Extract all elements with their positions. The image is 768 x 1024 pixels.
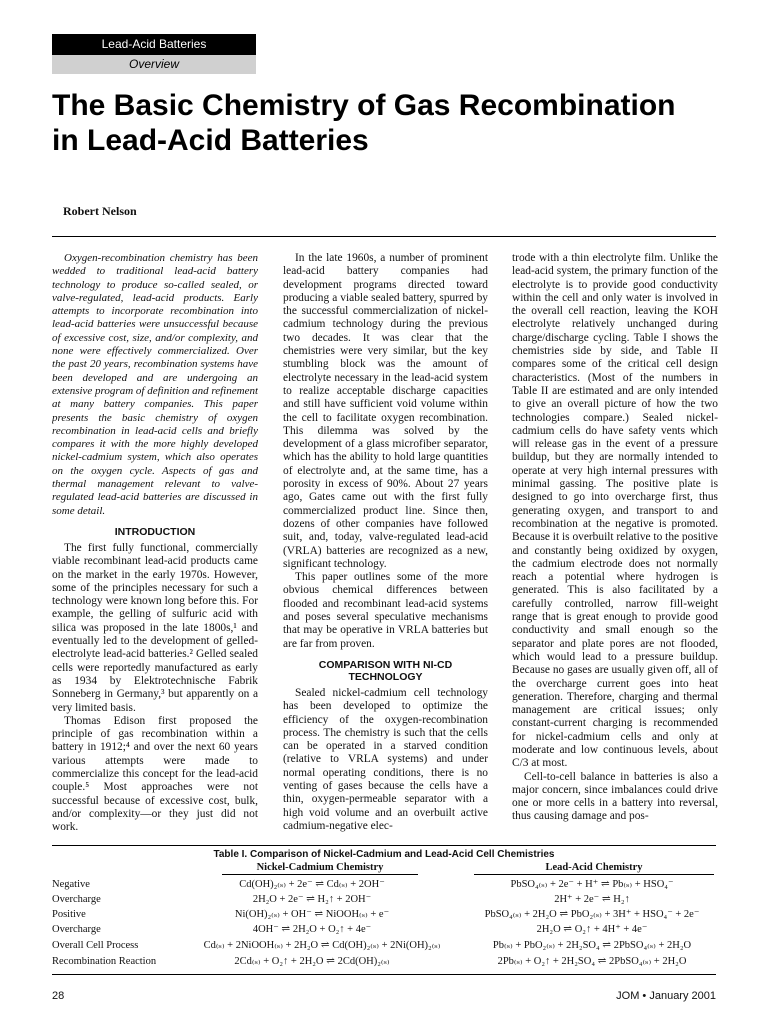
lead-acid-equation: 2Pb₍ₛ₎ + O₂↑ + 2H₂SO₄ ⇌ 2PbSO₄₍ₛ₎ + 2H₂O	[497, 956, 687, 967]
lead-acid-equation: Pb₍ₛ₎ + PbO₂₍ₛ₎ + 2H₂SO₄ ⇌ 2PbSO₄₍ₛ₎ + 2H₂O	[492, 940, 692, 951]
lead-acid-equation: 2H₂O ⇌ O₂↑ + 4H⁺ + 4e⁻	[536, 924, 648, 935]
category-header: Overview	[52, 55, 256, 74]
table-row	[52, 877, 716, 892]
nicd-equation: Cd₍ₛ₎ + 2NiOOH₍ₛ₎ + 2H₂O ⇌ Cd(OH)₂₍ₛ₎ + 2Ni(OH)₂₍ₛ₎	[203, 940, 441, 951]
lead-acid-equation: PbSO₄₍ₛ₎ + 2e⁻ + H⁺ ⇌ Pb₍ₛ₎ + HSO₄⁻	[510, 879, 674, 890]
journal-citation: JOM • January 2001	[616, 990, 716, 1002]
table-row	[52, 938, 716, 953]
lead-acid-equation: 2H⁺ + 2e⁻ ⇌ H₂↑	[554, 894, 630, 905]
row-label: Overcharge	[52, 924, 101, 935]
column-2	[283, 252, 488, 842]
paragraph: Cell-to-cell balance in batteries is also a major concern, since imbalances could drive one or more cells in a battery into reversal, thus causing damage and pos-	[512, 770, 718, 823]
row-label: Positive	[52, 909, 86, 920]
author-name: Robert Nelson	[63, 204, 137, 218]
abstract: Oxygen-recombination chemistry has been wedded to traditional lead-acid battery technology to produce so-called sealed, or valve-regulated, lead-acid products. Early attempts to incorporate recombination into lead-acid batteries were unsuccessful because of excessive cost, size, and/or complexity, and none were effectively commercialized. Over the past 20 years, recombination systems have been developed and are undergoing an extensive program of definition and refinement at many battery companies. This paper presents the basic chemistry of oxygen recombination in lead-acid cells and briefly compares it with the more highly developed nickel-cadmium system, which also operates on the oxygen cycle. Aspects of gas and thermal management relevant to valve-regulated lead-acid batteries are discussed in some detail.	[52, 252, 258, 517]
table-bottom-rule	[52, 974, 716, 975]
paragraph: Thomas Edison first proposed the principle of gas recombination within a battery in 1912;⁴ and over the next 60 years various attempts were made to commercialize this concept for the lead-acid couple.⁵ Most approaches were not successful because of excessive cost, bulk, and/or complexity—or they just did not work.	[52, 714, 258, 834]
column-1	[52, 252, 258, 842]
table-row	[52, 892, 716, 907]
row-label: Recombination Reaction	[52, 956, 157, 967]
top-rule	[52, 236, 716, 237]
page-number: 28	[52, 990, 65, 1002]
row-label: Overcharge	[52, 894, 101, 905]
paragraph: The first fully functional, commercially viable recombinant lead-acid products came on the market in the early 1970s. However, some of the principles necessary for such a technology were known long before this. For example, the gelling of sulfuric acid with silica was proposed in the late 1800s,¹ and eventually led to the development of gelled-electrolyte lead-acid batteries.² Gelled sealed cells were reportedly manufactured as early as 1934 by Elektrotechnische Fabrik Sonneberg in Germany,³ but apparently on a very limited basis.	[52, 541, 258, 714]
table-header-nickel-cadmium: Nickel-Cadmium Chemistry	[222, 862, 418, 875]
nicd-equation: 2Cd₍ₛ₎ + O₂↑ + 2H₂O ⇌ 2Cd(OH)₂₍ₛ₎	[234, 956, 390, 967]
paragraph: Sealed nickel-cadmium cell technology has been developed to optimize the efficiency of the oxygen-recombination process. The chemistry is such that the cells can be operated in a starved condition (relative to VRLA systems) and under normal operating conditions, there is no venting of gases because the cells have a thin, oxygen-permeable separator with a high void volume and an overbuilt active cadmium-negative elec-	[283, 686, 488, 832]
table-row	[52, 907, 716, 922]
table-row	[52, 954, 716, 969]
table-caption: Table I. Comparison of Nickel-Cadmium and Lead-Acid Cell Chemistries	[213, 849, 555, 860]
heading-introduction: INTRODUCTION	[114, 525, 196, 538]
row-label: Overall Cell Process	[52, 940, 139, 951]
section-header: Lead-Acid Batteries	[52, 34, 256, 55]
heading-comparison: COMPARISON WITH NI-CD TECHNOLOGY	[318, 658, 453, 683]
article-title: The Basic Chemistry of Gas Recombination in Lead-Acid Batteries	[52, 89, 676, 157]
table-row	[52, 922, 716, 937]
row-label: Negative	[52, 879, 90, 890]
table-header-lead-acid: Lead-Acid Chemistry	[474, 862, 714, 875]
paragraph: trode with a thin electrolyte film. Unlike the lead-acid system, the primary function of the electrolyte is to provide good conductivity within the cell and only water is involved in the overall cell reaction, leaving the KOH electrolyte relatively unchanged during charge/discharge cycling. Table I shows the chemistries side by side, and Table II compares some of the critical cell design characteristics. (Most of the numbers in Table II are estimated and are only intended to give an overall picture of how the two technologies compare.) Sealed nickel-cadmium cells do have safety vents which will release gas in the event of a pressure buildup, but they are normally intended to operate at very high internal pressures with minimal gassing. The positive plate is designed to go into overcharge first, thus generating oxygen, and transport to and recombination at the negative is promoted. Because it is overbuilt relative to the positive and constantly being oxidized by oxygen, the cadmium electrode does not normally reach a potential where hydrogen is generated. This is also facilitated by a carefully controlled, narrow fill-weight range that is great enough to provide good conductivity and small enough so the separator and plate pores are not flooded, which would lead to a pressure buildup. Because no gases are usually given off, all of the overcharge current goes into heat generation. Therefore, charging and thermal management are critical issues; only constant-current charging is recommended for nickel-cadmium cells and only at moderate and low continuous levels, about C/3 at most.	[512, 252, 718, 770]
nicd-equation: Ni(OH)₂₍ₛ₎ + OH⁻ ⇌ NiOOH₍ₛ₎ + e⁻	[234, 909, 390, 920]
lead-acid-equation: PbSO₄₍ₛ₎ + 2H₂O ⇌ PbO₂₍ₛ₎ + 3H⁺ + HSO₄⁻ + 2e⁻	[484, 909, 700, 920]
paragraph: In the late 1960s, a number of prominent lead-acid battery companies had development programs directed toward producing a viable sealed battery, spurred by the successful commercialization of nickel-cadmium technology during the previous two decades. It was clear that the chemistries were very similar, but the key stumbling block was the amount of electrolyte necessary in the lead-acid system to realize acceptable discharge capacities and still have sufficient void volume within the cell to facilitate oxygen recombination. This dilemma was solved by the development of a glass microfiber separator, which has the ability to hold large quantities of electrolyte and, at the same time, has a porosity in excess of 90%. About 27 years ago, Gates came out with the first fully commercialized product line. Since then, dozens of other companies have followed suit, and, today, valve-regulated lead-acid (VRLA) batteries are recognized as a new, significant technology.	[283, 252, 488, 570]
paragraph: This paper outlines some of the more obvious chemical differences between flooded and recombinant lead-acid systems and poses several speculative mechanisms that may be operative in VRLA batteries but are far from proven.	[283, 571, 488, 650]
nicd-equation: Cd(OH)₂₍ₛ₎ + 2e⁻ ⇌ Cd₍ₛ₎ + 2OH⁻	[239, 879, 385, 890]
nicd-equation: 2H₂O + 2e⁻ ⇌ H₂↑ + 2OH⁻	[252, 894, 372, 905]
column-3	[512, 252, 718, 842]
nicd-equation: 4OH⁻ ⇌ 2H₂O + O₂↑ + 4e⁻	[252, 924, 372, 935]
table-top-rule	[52, 845, 716, 846]
